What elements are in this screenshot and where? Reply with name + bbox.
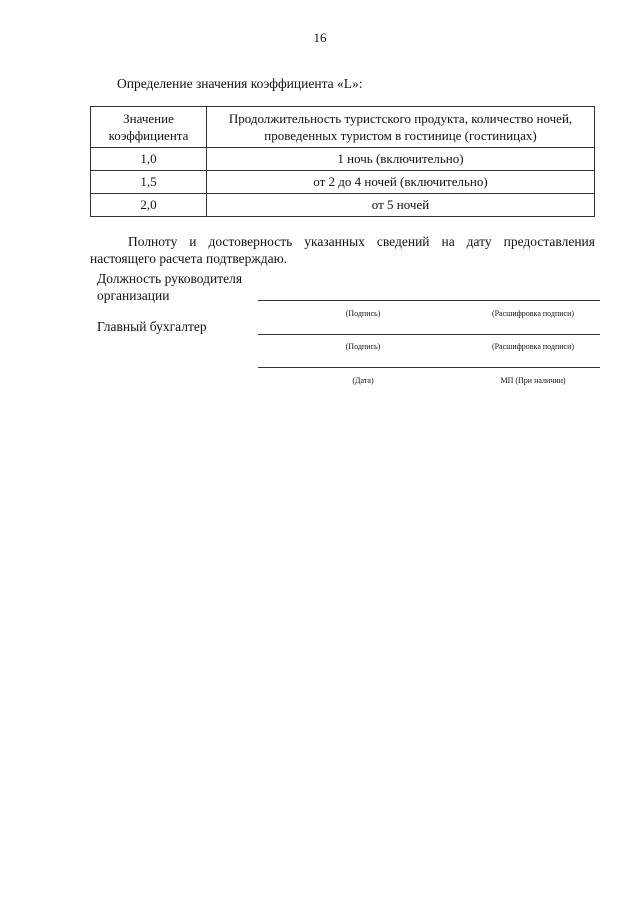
- table-row: [91, 171, 595, 194]
- table-cell-value: 2,0: [91, 194, 207, 217]
- page-number: 16: [313, 30, 327, 45]
- table-cell-duration: от 2 до 4 ночей (включительно): [207, 171, 595, 194]
- director-position-label: Должность руководителя организации: [97, 271, 243, 303]
- chief-accountant-label: Главный бухгалтер: [97, 319, 207, 334]
- table-cell-value: 1,0: [91, 148, 207, 171]
- stamp-caption: МП (При наличии): [500, 376, 566, 385]
- coefficient-table: [90, 106, 595, 217]
- table-header-row: [91, 107, 595, 148]
- date-stamp-line: [258, 367, 600, 368]
- director-signature-caption: (Подпись): [345, 309, 381, 318]
- header-coefficient-value: Значение коэффициента: [91, 107, 207, 148]
- accountant-decoding-caption: (Расшифровка подписи): [491, 342, 575, 351]
- header-duration: Продолжительность туристского продукта, количество ночей, проведенных туристом в гостинице (гостиницах): [207, 107, 595, 148]
- table-row: [91, 194, 595, 217]
- confirmation-line-2: настоящего расчета подтверждаю.: [90, 251, 288, 266]
- accountant-signature-line: [258, 334, 600, 335]
- confirmation-statement: [90, 233, 595, 267]
- confirmation-line-1: Полноту и достоверность указанных сведений на дату предоставления: [128, 234, 595, 249]
- table-cell-duration: 1 ночь (включительно): [207, 148, 595, 171]
- table-cell-duration: от 5 ночей: [207, 194, 595, 217]
- table-row: [91, 148, 595, 171]
- director-signature-line: [258, 300, 600, 301]
- director-decoding-caption: (Расшифровка подписи): [491, 309, 575, 318]
- accountant-signature-caption: (Подпись): [345, 342, 381, 351]
- table-cell-value: 1,5: [91, 171, 207, 194]
- date-caption: (Дата): [352, 376, 374, 385]
- coefficient-intro: Определение значения коэффициента «L»:: [117, 76, 363, 91]
